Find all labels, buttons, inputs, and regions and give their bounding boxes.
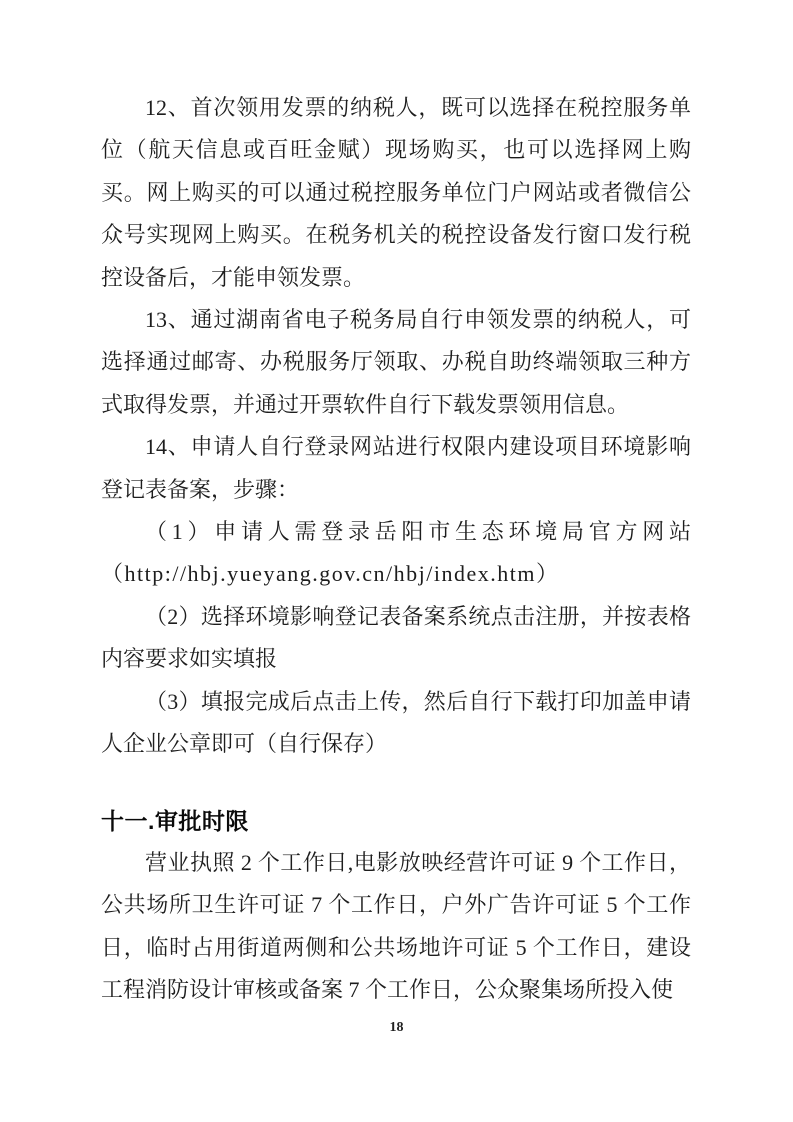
page-content — [101, 87, 691, 1012]
step-1-text: （1）申请人需登录岳阳市生态环境局官方网站 — [145, 519, 691, 545]
paragraph-12: 12、首次领用发票的纳税人，既可以选择在税控服务单位（航天信息或百旺金赋）现场购买，也可以选择网上购买。网上购买的可以通过税控服务单位门户网站或者微信公众号实现网上购买。在税务机关的税控设备发行窗口发行税控设备后，才能申领发票。 — [101, 95, 691, 290]
paragraph-14: 14、申请人自行登录网站进行权限内建设项目环境影响登记表备案，步骤： — [101, 434, 691, 502]
paragraph-step-3: （3）填报完成后点击上传，然后自行下载打印加盖申请人企业公章即可（自行保存） — [101, 688, 691, 757]
paragraph-time-limits: 营业执照 2 个工作日,电影放映经营许可证 9 个工作日，公共场所卫生许可证 7 个工作日，户外广告许可证 5 个工作日，临时占用街道两侧和公共场地许可证 5 个工作日，建设工程消防设计审核或备案 7 个工作日，公众聚集场所投入使 — [101, 849, 691, 1003]
page-footer — [0, 1020, 793, 1036]
paragraph-13: 13、通过湖南省电子税务局自行申领发票的纳税人，可选择通过邮寄、办税服务厅领取、办税自助终端领取三种方式取得发票，并通过开票软件自行下载发票领用信息。 — [101, 307, 691, 417]
paragraph-step-2: （2）选择环境影响登记表备案系统点击注册，并按表格内容要求如实填报 — [101, 603, 691, 672]
page-number: 18 — [389, 1020, 404, 1035]
paragraph-step-1 — [101, 511, 691, 596]
step-1-url: （http://hbj.yueyang.gov.cn/hbj/index.htm） — [101, 561, 560, 587]
section-heading-approval-time-limit: 十一.审批时限 — [101, 807, 249, 834]
